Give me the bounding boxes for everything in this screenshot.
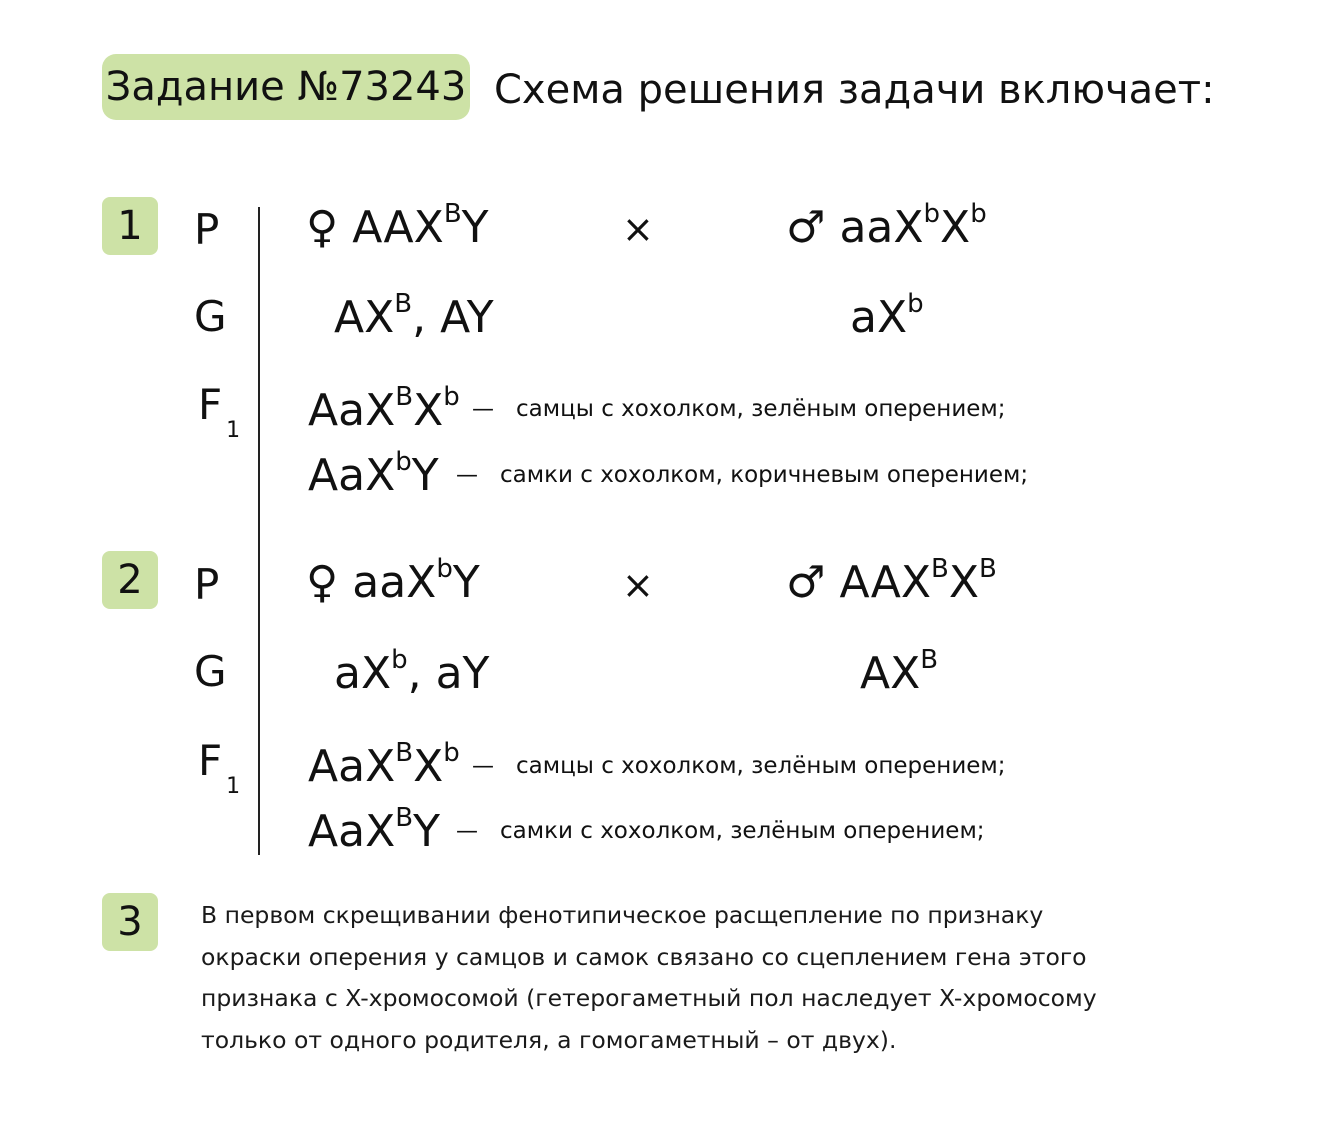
row-label-parents: P xyxy=(194,205,220,254)
dash: — xyxy=(456,463,478,488)
offspring-description: самки с хохолком, зелёным оперением; xyxy=(500,818,985,844)
female-symbol-icon: ♀ xyxy=(306,202,339,253)
explanation-line: В первом скрещивании фенотипическое расщепление по признаку xyxy=(201,901,1044,929)
task-number-badge: Задание №73243 xyxy=(102,54,470,120)
explanation-line: признака с X-хромосомой (гетерогаметный пол наследует X-хромосому xyxy=(201,984,1097,1012)
offspring-description: самцы с хохолком, зелёным оперением; xyxy=(516,396,1006,422)
explanation-text xyxy=(201,895,1201,1061)
male-symbol-icon: ♂ xyxy=(786,202,826,253)
offspring-description: самцы с хохолком, зелёным оперением; xyxy=(516,753,1006,779)
step-number-badge: 1 xyxy=(102,197,158,255)
gametes-male: $aX^b$ xyxy=(850,289,924,343)
offspring-genotype: AaX$^b$Y xyxy=(308,447,439,501)
female-symbol-icon: ♀ xyxy=(306,557,339,608)
parent-male-genotype: ♂ $AAX^BX^B$ xyxy=(786,554,997,608)
row-label-offspring: $F_1$ xyxy=(198,736,241,799)
row-label-gametes: G xyxy=(194,292,227,341)
parent-female-genotype: ♀ aaX$^b$Y xyxy=(306,554,480,608)
gametes-male: $AX^B$ xyxy=(860,645,939,699)
dash: — xyxy=(472,397,494,422)
page-title: Схема решения задачи включает: xyxy=(494,67,1215,113)
cross-icon: × xyxy=(622,207,654,251)
dash: — xyxy=(456,819,478,844)
vertical-divider xyxy=(258,207,260,855)
step-number-badge: 3 xyxy=(102,893,158,951)
row-label-gametes: G xyxy=(194,647,227,696)
row-label-parents: P xyxy=(194,560,220,609)
offspring-description: самки с хохолком, коричневым оперением; xyxy=(500,462,1029,488)
offspring-genotype: AaX$^B$Y xyxy=(308,803,440,857)
gametes-female: $aX^b$, aY xyxy=(334,645,490,699)
parent-female-genotype: ♀ $AAX^BY$ xyxy=(306,199,489,253)
cross-icon: × xyxy=(622,563,654,607)
parent-male-genotype: ♂ $aaX^bX^b$ xyxy=(786,199,987,253)
offspring-genotype: $AaX^BX^b$ xyxy=(308,738,460,792)
row-label-offspring: $F_1$ xyxy=(198,380,241,443)
offspring-genotype: $AaX^BX^b$ xyxy=(308,382,460,436)
gametes-female: $AX^B$, AY xyxy=(334,289,494,343)
male-symbol-icon: ♂ xyxy=(786,557,826,608)
dash: — xyxy=(472,754,494,779)
explanation-line: окраски оперения у самцов и самок связано со сцеплением гена этого xyxy=(201,942,1087,971)
explanation-line: только от одного родителя, а гомогаметный – от двух). xyxy=(201,1025,897,1054)
step-number-badge: 2 xyxy=(102,551,158,609)
